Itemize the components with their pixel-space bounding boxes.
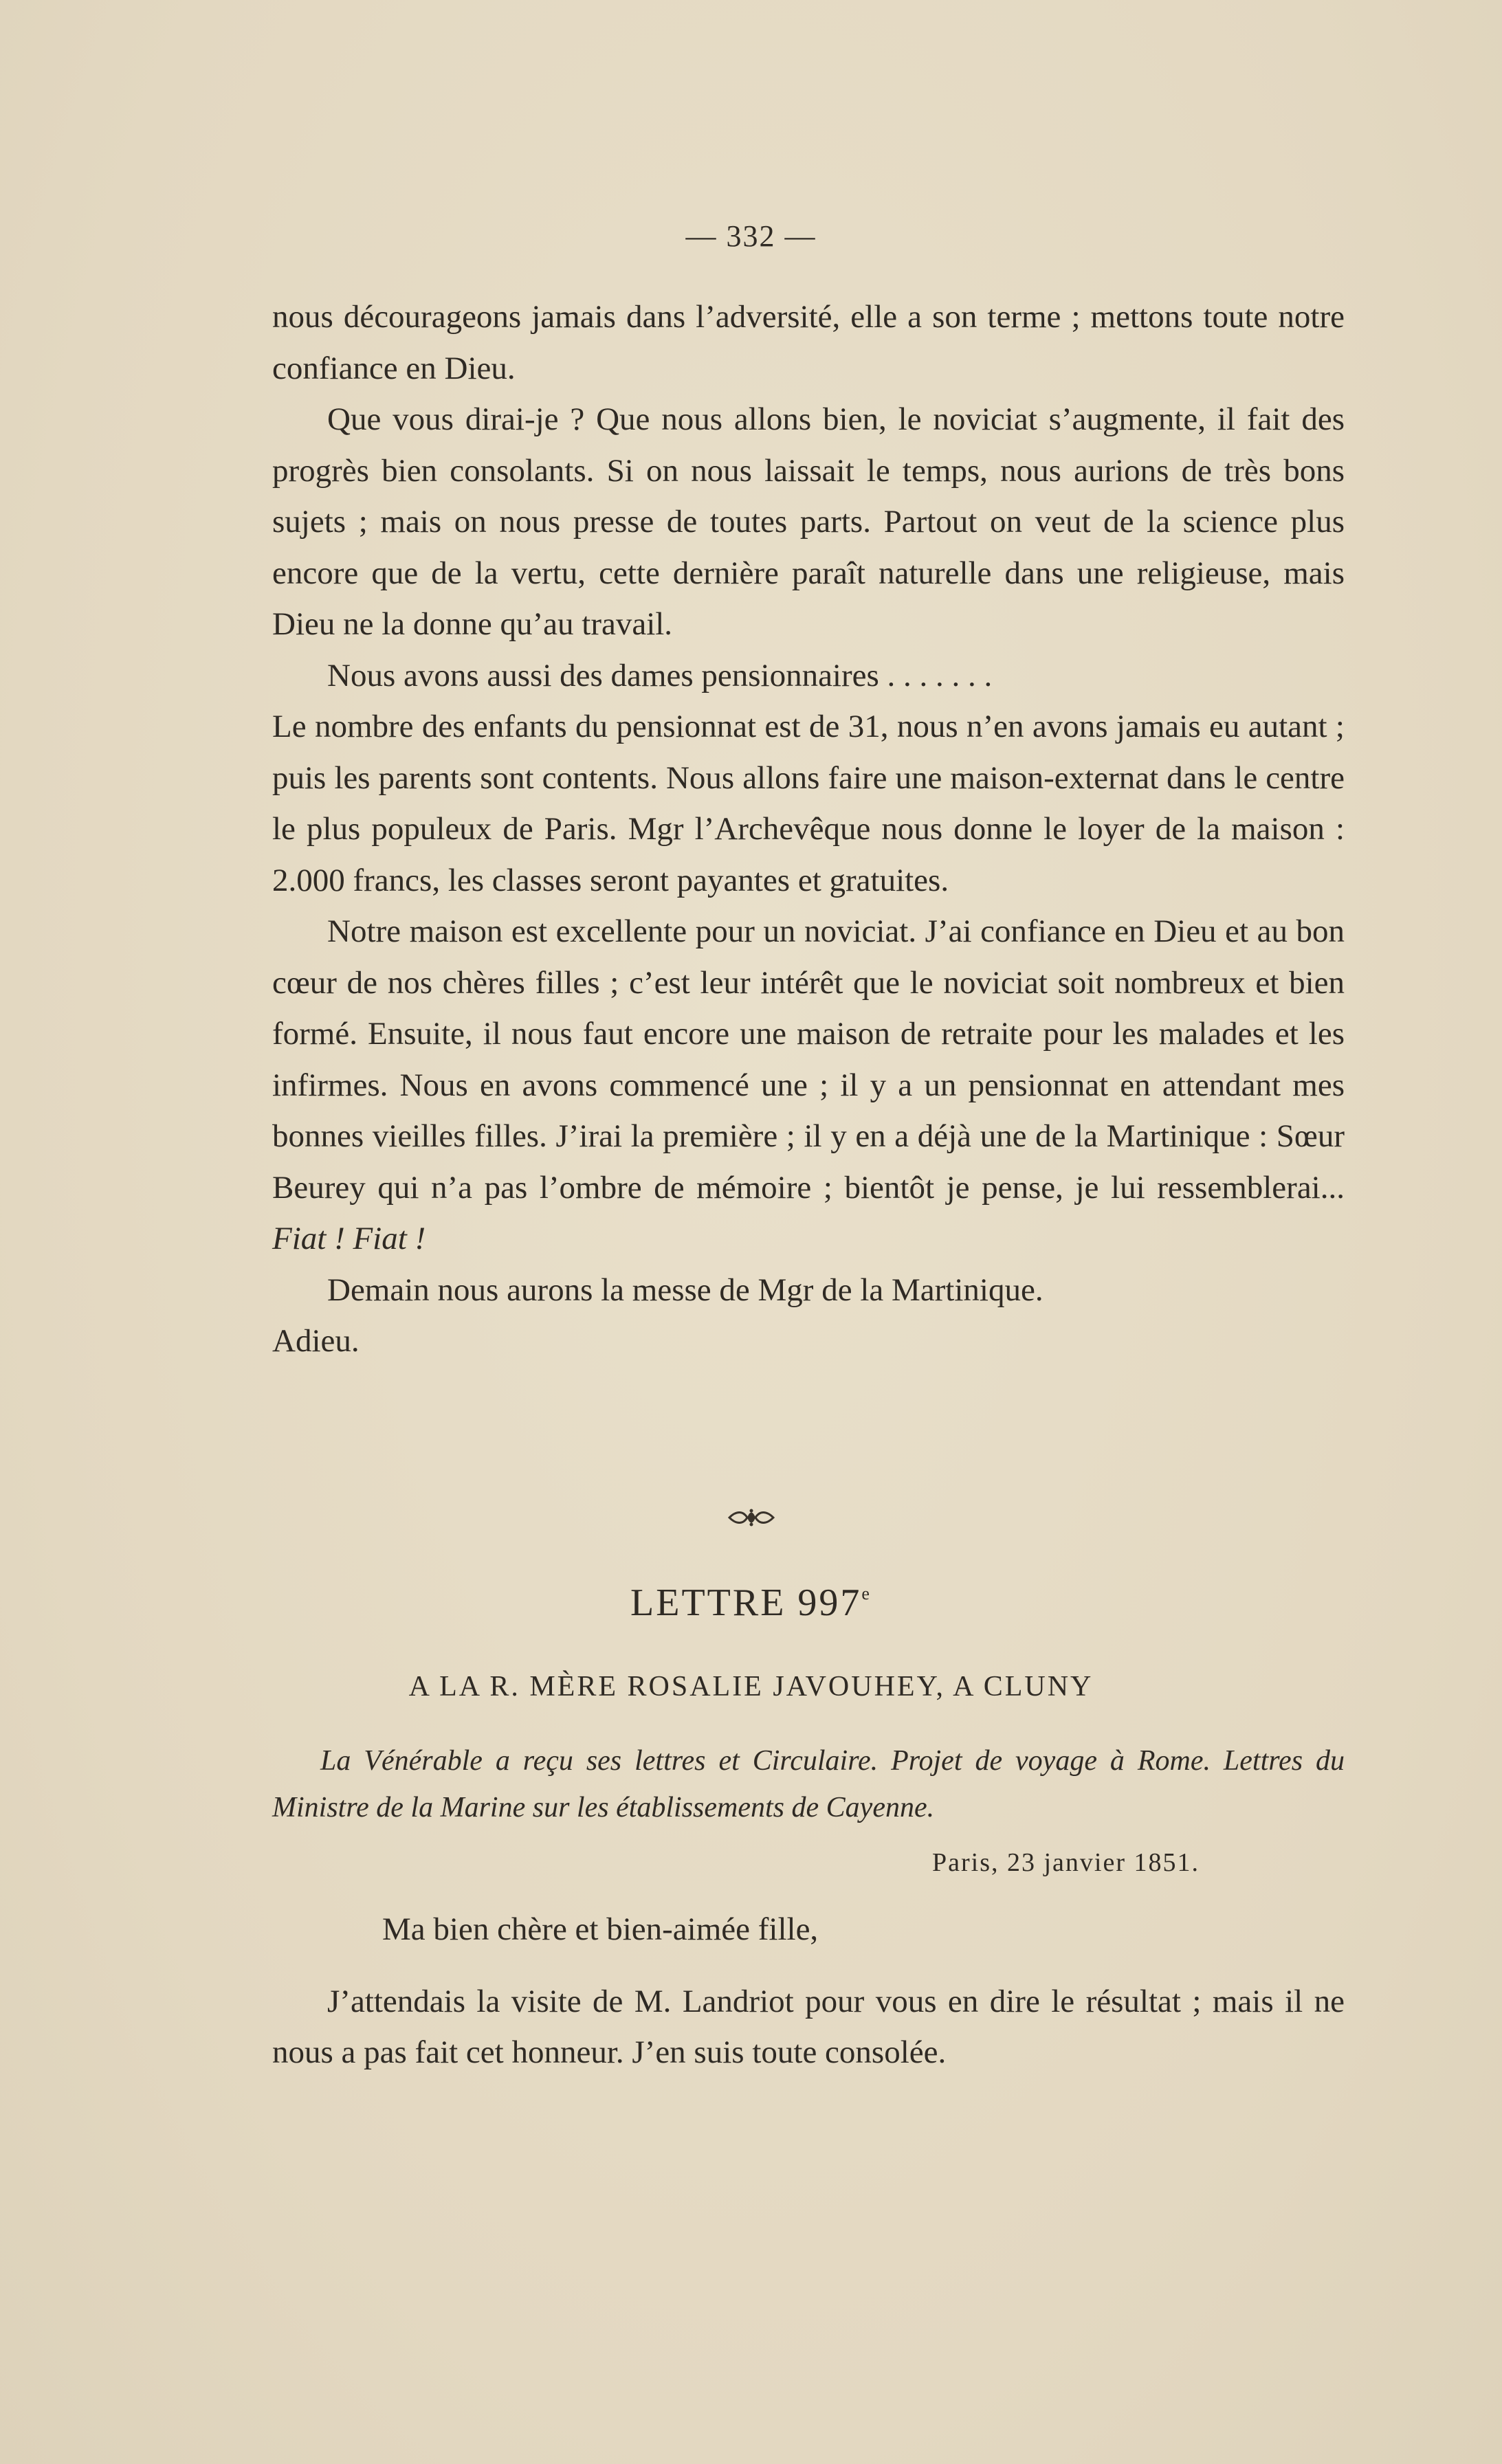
summary-text: La Vénérable a reçu ses lettres et Circulaire. Projet de voyage à Rome. Lettres du Ministre de la Marine sur les établissements de Cayenne. bbox=[272, 1745, 1345, 1823]
letter-body-paragraph: J’attendais la visite de M. Landriot pour vous en dire le résultat ; mais il ne nous a pas fait cet honneur. J’en suis toute consolée. bbox=[272, 1983, 1345, 2070]
fleuron-ornament-icon bbox=[0, 1502, 1502, 1534]
paragraph-1: nous décourageons jamais dans l’adversité, elle a son terme ; mettons toute notre confiance en Dieu. bbox=[272, 299, 1345, 386]
letter-recipient: A LA R. MÈRE ROSALIE JAVOUHEY, A CLUNY bbox=[408, 1671, 1094, 1702]
letter-title bbox=[0, 1581, 1502, 1625]
paragraph-2: Que vous dirai-je ? Que nous allons bien, le noviciat s’augmente, il fait des progrès bien consolants. Si on nous laissait le temps, nous aurions de très bons sujets ; mais on nous presse de toutes parts. Partout on veut de la science plus encore que de la vertu, cette dernière paraît naturelle dans une religieuse, mais Dieu ne la donne qu’au travail. bbox=[272, 401, 1345, 642]
salutation: Ma bien chère et bien-aimée fille, bbox=[382, 1911, 819, 1947]
page-number: — 332 — bbox=[685, 219, 817, 253]
letter-dateline: Paris, 23 janvier 1851. bbox=[932, 1848, 1200, 1877]
new-letter-body bbox=[272, 1904, 1345, 2078]
letter-text-continued bbox=[272, 291, 1345, 1367]
fiat-exclamation: Fiat ! Fiat ! bbox=[272, 1221, 426, 1256]
paragraph-5-text: Notre maison est excellente pour un noviciat. J’ai confiance en Dieu et au bon cœur de nos chères filles ; c’est leur intérêt que le noviciat soit nombreux et bien formé. Ensuite, il nous faut encore une maison de retraite pour les malades et les infirmes. Nous en avons commencé une ; il y a un pensionnat en attendant mes bonnes vieilles filles. J’irai la première ; il y en a déjà une de la Martinique : Sœur Beurey qui n’a pas l’ombre de mémoire ; bientôt je pense, je lui ressemblerai... bbox=[272, 913, 1345, 1206]
paragraph-6: Demain nous aurons la messe de Mgr de la Martinique. bbox=[327, 1272, 1043, 1308]
letter-title-text: LETTRE 997 bbox=[630, 1581, 862, 1624]
letter-summary bbox=[272, 1738, 1345, 1831]
paragraph-4: Le nombre des enfants du pensionnat est de 31, nous n’en avons jamais eu autant ; puis les parents sont contents. Nous allons faire une maison-externat dans le centre le plus populeux de Paris. Mgr l’Archevêque nous donne le loyer de la maison : 2.000 francs, les classes seront payantes et gratuites. bbox=[272, 709, 1345, 898]
closing-adieu: Adieu. bbox=[272, 1323, 360, 1359]
paragraph-3: Nous avons aussi des dames pensionnaires . . . . . . . bbox=[327, 657, 993, 693]
paragraph-5 bbox=[272, 906, 1345, 1265]
letter-title-superscript: e bbox=[861, 1584, 872, 1603]
